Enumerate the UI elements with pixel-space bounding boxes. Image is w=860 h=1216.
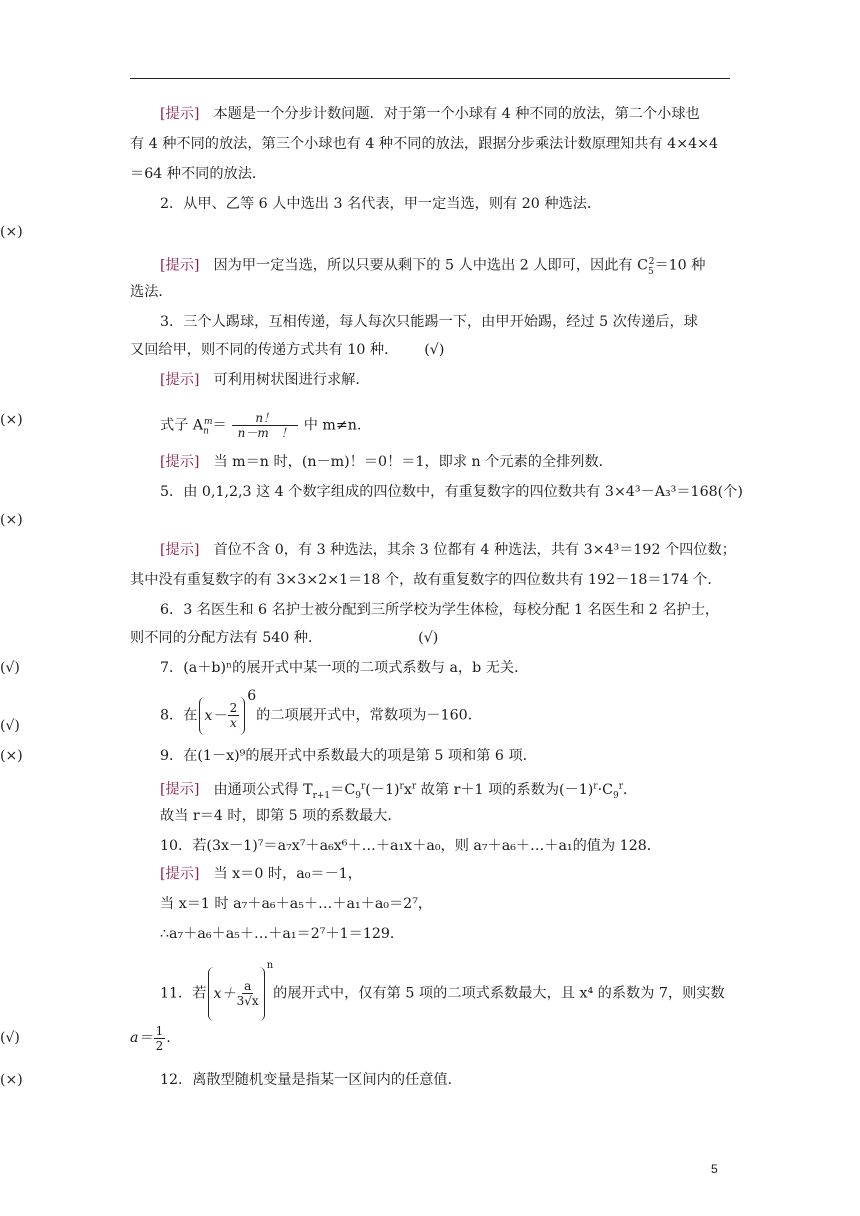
q4-eq: ＝ — [212, 417, 227, 434]
q8-post: 的二项展开式中，常数项为－160． — [256, 707, 482, 724]
question-7-mark: (√) — [0, 660, 20, 676]
question-4-mark: (×) — [0, 412, 23, 428]
hint-1-line-2: 有 4 种不同的放法，第三个小球也有 4 种不同的放法，跟据分步乘法计数原理知共有 4×4×4 — [130, 136, 719, 152]
hint-5-line-2: 其中没有重复数字的有 3×3×2×1＝18 个，故有重复数字的四位数共有 192－18＝174 个． — [130, 572, 722, 588]
hint-10-text: 当 x＝0 时，a₀＝－1， — [213, 866, 362, 882]
page-number: 5 — [711, 1162, 718, 1176]
q11-a-num: 1 — [155, 1023, 164, 1038]
hint-10-line-3: ∴a₇＋a₆＋a₅＋…＋a₁＝2⁷＋1＝129． — [160, 926, 405, 942]
question-6-line-2 — [130, 628, 438, 648]
hint-1-line-3: ＝64 种不同的放法． — [130, 166, 267, 182]
q4-denominator: n－m ！ — [237, 426, 293, 441]
header-rule — [130, 78, 730, 79]
hint-label: [提示] — [160, 106, 200, 122]
question-9: 9．在(1－x)⁹的展开式中系数最大的项是第 5 项和第 6 项． — [160, 748, 537, 764]
q11-power: n — [266, 960, 274, 971]
hint-2-line-2: 选法． — [130, 284, 173, 300]
question-3-mark: (√) — [424, 342, 445, 358]
hint-1-line-1 — [160, 104, 700, 124]
q4-suffix: 中 m≠n. — [303, 417, 362, 434]
q11-x: x＋ — [213, 985, 236, 1002]
question-5-mark: (×) — [0, 512, 23, 528]
question-9-mark: (×) — [0, 748, 23, 764]
q11-a-end: . — [166, 1030, 171, 1046]
hint-5-text: 首位不含 0，有 3 种选法，其余 3 位都有 4 种选法，共有 3×4³＝192 个四位数； — [213, 542, 736, 558]
q8-num: 2 — [229, 701, 238, 716]
hint-9-text: 由通项公式得 $T_{r+1}=C_9^r(-1)^rx^r$ 故第 r＋1 项的系数为$(-1)^r\cdot C_9^r$． — [213, 781, 638, 801]
hint-3 — [160, 370, 370, 390]
hint-label: [提示] — [160, 866, 200, 882]
q11-fraction — [237, 979, 259, 1008]
hint-4 — [160, 452, 613, 472]
hint-2-text-a: 因为甲一定当选，所以只要从剩下的 5 人中选出 2 人即可，因此有 C — [213, 257, 648, 274]
question-12-mark: (×) — [0, 1072, 23, 1088]
q4-prefix: 式子 A — [160, 417, 204, 434]
q8-pre: 8．在 — [160, 707, 198, 724]
q11-a: a＝ — [130, 1030, 153, 1046]
question-3-text: 又回给甲，则不同的传递方式共有 10 种． — [130, 342, 399, 358]
hint-label: [提示] — [160, 257, 200, 274]
question-10: 10．若(3x－1)⁷＝a₇x⁷＋a₆x⁶＋…＋a₁x＋a₀，则 a₇＋a₆＋…＋a₁的值为 128． — [160, 838, 661, 854]
question-6-line-1: 6．3 名医生和 6 名护士被分配到三所学校为学生体检，每校分配 1 名医生和 2 名护士， — [160, 602, 720, 618]
q11-pre: 11．若 — [160, 985, 207, 1002]
q8-den: x — [230, 716, 237, 731]
hint-4-text: 当 m＝n 时，(n－m)！＝0！＝1，即求 n 个元素的全排列数． — [213, 454, 613, 470]
question-11 — [160, 950, 725, 1034]
hint-9-line-1 — [160, 776, 637, 806]
question-7: 7．(a＋b)ⁿ的展开式中某一项的二项式系数与 a，b 无关． — [160, 660, 529, 676]
hint-label: [提示] — [160, 372, 200, 388]
question-2: 2．从甲、乙等 6 人中选出 3 名代表，甲一定当选，则有 20 种选法． — [160, 196, 602, 212]
hint-9-line-2: 故当 r＝4 时，即第 5 项的系数最大． — [160, 808, 402, 824]
hint-10-line-1 — [160, 864, 362, 884]
q11-num: a — [244, 979, 252, 994]
hint-2-text-b: ＝10 种 — [654, 257, 706, 274]
hint-label: [提示] — [160, 542, 200, 558]
q11-den: 3√x — [236, 994, 259, 1009]
q11-a-den: 2 — [155, 1038, 164, 1053]
hint-3-text: 可利用树状图进行求解． — [213, 372, 370, 388]
question-3-line-1: 3．三个人踢球，互相传递，每人每次只能踢一下，由甲开始踢，经过 5 次传递后，球 — [160, 314, 698, 330]
question-11-mark: (√) — [0, 1030, 20, 1046]
question-6-text: 则不同的分配方法有 540 种． — [130, 630, 323, 646]
question-2-mark: (×) — [0, 224, 23, 240]
hint-10-line-2: 当 x＝1 时 a₇＋a₆＋a₅＋…＋a₁＋a₀＝2⁷， — [160, 896, 433, 912]
question-12: 12．离散型随机变量是指某一区间内的任意值． — [160, 1072, 462, 1088]
q4-sub: n — [203, 426, 209, 437]
q4-sup: m — [203, 417, 213, 427]
question-3-line-2 — [130, 340, 444, 360]
question-8-mark: (√) — [0, 718, 20, 734]
q4-numerator: n！ — [255, 411, 276, 426]
question-5: 5．由 0,1,2,3 这 4 个数字组成的四位数中，有重复数字的四位数共有 3×4³－A₃³＝168(个) — [160, 484, 743, 500]
hint-2-line-1: [提示] 因为甲一定当选，所以只要从剩下的 5 人中选出 2 人即可，因此有 $C_5^2=10$ 种 — [160, 257, 706, 277]
hint-label: [提示] — [160, 454, 200, 470]
q8-power: 6 — [247, 688, 257, 704]
q8-x: x－ — [204, 707, 227, 724]
hint-5-line-1 — [160, 540, 736, 560]
hint-1-text-1: 本题是一个分步计数问题．对于第一个小球有 4 种不同的放法，第二个小球也 — [213, 106, 700, 122]
question-6-mark: (√) — [418, 630, 439, 646]
hint-label: [提示] — [160, 781, 200, 798]
q11-bracket — [208, 967, 264, 1021]
q11-post: 的展开式中，仅有第 5 项的二项式系数最大，且 x⁴ 的系数为 7，则实数 — [273, 985, 725, 1002]
